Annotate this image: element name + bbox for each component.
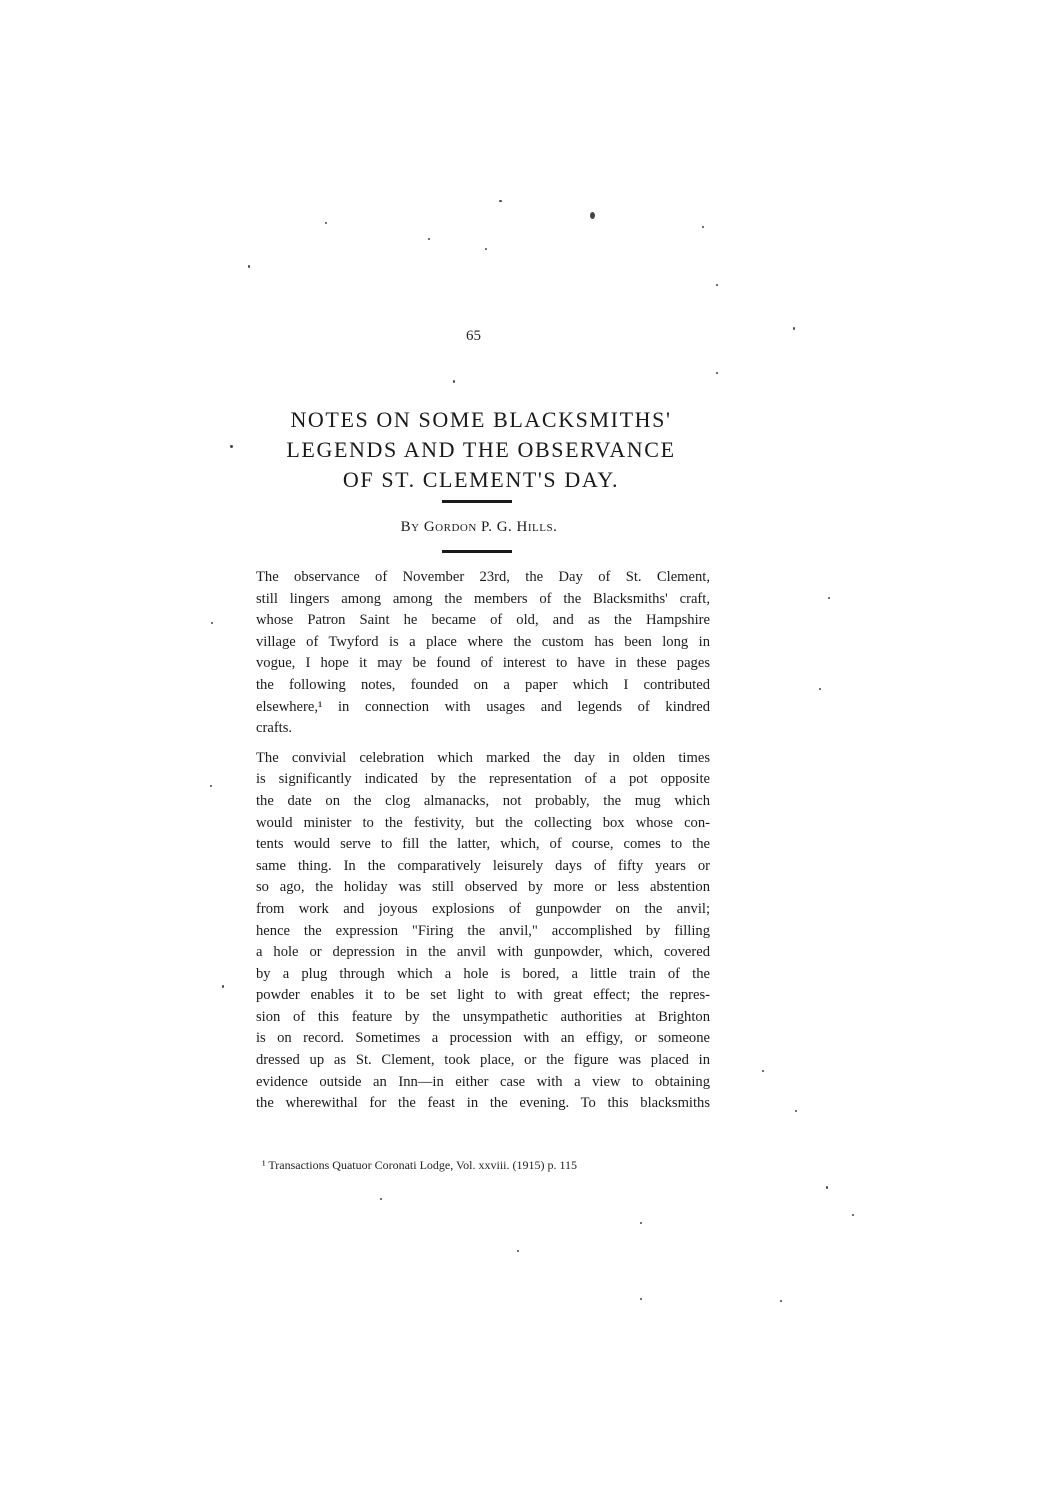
scan-speck xyxy=(640,1222,642,1224)
body-text xyxy=(256,567,710,1115)
scan-speck xyxy=(826,1186,828,1189)
body-line: so ago, the holiday was still observed by more or less abstention xyxy=(256,879,710,896)
body-line: The convivial celebration which marked the day in olden times xyxy=(256,749,710,766)
body-line: tents would serve to fill the latter, which, of course, comes to the xyxy=(256,836,710,853)
scan-speck xyxy=(828,597,830,599)
scan-speck xyxy=(428,238,430,240)
scan-speck xyxy=(590,212,595,219)
body-line: from work and joyous explosions of gunpowder on the anvil; xyxy=(256,900,710,917)
scan-speck xyxy=(230,445,233,448)
paragraph-gap xyxy=(256,740,710,748)
byline: By Gordon P. G. Hills. xyxy=(400,519,558,535)
scan-speck xyxy=(517,1250,519,1252)
scan-speck xyxy=(702,226,704,228)
body-line: The observance of November 23rd, the Day of St. Clement, xyxy=(256,569,710,585)
scan-speck xyxy=(640,1298,642,1300)
body-line: powder enables it to be set light to with great effect; the repres- xyxy=(256,987,710,1004)
body-line: the date on the clog almanacks, not probably, the mug which xyxy=(256,792,710,809)
scan-speck xyxy=(716,284,718,286)
article-title xyxy=(236,405,726,495)
scan-speck xyxy=(780,1300,782,1302)
body-line: the wherewithal for the feast in the evening. To this blacksmiths xyxy=(256,1095,710,1112)
scan-speck xyxy=(819,688,821,690)
scan-speck xyxy=(210,785,212,787)
title-rule-bottom xyxy=(442,550,512,553)
footnote: ¹ Transactions Quatuor Coronati Lodge, Vol. xxviii. (1915) p. 115 xyxy=(262,1158,578,1172)
body-line: would minister to the festivity, but the collecting box whose con- xyxy=(256,814,710,831)
body-line: is on record. Sometimes a procession with an effigy, or someone xyxy=(256,1030,710,1047)
body-line: the following notes, founded on a paper which I contributed xyxy=(256,676,710,693)
scan-speck xyxy=(485,248,487,250)
body-line: crafts. xyxy=(256,720,293,737)
title-line-3: OF ST. CLEMENT'S DAY. xyxy=(342,467,620,492)
scan-speck xyxy=(795,1110,797,1112)
body-line: is significantly indicated by the representation of a pot opposite xyxy=(256,771,710,788)
scan-speck xyxy=(325,222,327,224)
body-line: dressed up as St. Clement, took place, or the figure was placed in xyxy=(256,1052,710,1069)
title-rule-top xyxy=(442,500,512,503)
body-line: whose Patron Saint he became of old, and as the Hampshire xyxy=(256,612,710,629)
body-line: still lingers among among the members of the Blacksmiths' craft, xyxy=(256,590,710,607)
scan-speck xyxy=(248,265,250,268)
scan-speck xyxy=(380,1198,382,1200)
body-line: sion of this feature by the unsympathetic authorities at Brighton xyxy=(256,1008,710,1025)
scan-speck xyxy=(793,327,795,330)
scan-speck xyxy=(211,622,213,624)
scan-speck xyxy=(499,200,502,202)
scan-speck xyxy=(852,1214,854,1216)
body-line: elsewhere,¹ in connection with usages and legends of kindred xyxy=(256,698,710,715)
body-line: vogue, I hope it may be found of interest to have in these pages xyxy=(256,655,710,672)
body-line: evidence outside an Inn—in either case with a view to obtaining xyxy=(256,1073,710,1090)
scan-speck xyxy=(453,380,455,383)
body-line: same thing. In the comparatively leisurely days of fifty years or xyxy=(256,857,710,874)
body-line: hence the expression "Firing the anvil," accomplished by filling xyxy=(256,922,710,939)
body-line: a hole or depression in the anvil with gunpowder, which, covered xyxy=(256,944,710,961)
body-line: village of Twyford is a place where the custom has been long in xyxy=(256,633,710,650)
page-number: 65 xyxy=(466,328,481,344)
scan-speck xyxy=(222,985,224,988)
title-line-2: LEGENDS AND THE OBSERVANCE xyxy=(286,437,676,462)
scan-speck xyxy=(716,372,718,374)
title-line-1: NOTES ON SOME BLACKSMITHS' xyxy=(290,407,672,432)
scan-speck xyxy=(762,1070,764,1072)
body-line: by a plug through which a hole is bored, a little train of the xyxy=(256,965,710,982)
